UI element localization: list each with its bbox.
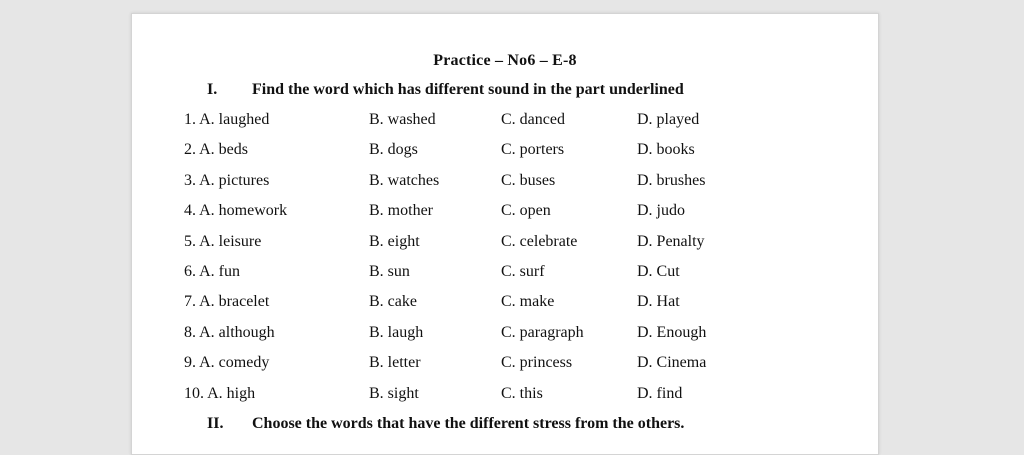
option-a: 3. A. pictures <box>184 171 270 189</box>
option-b: B. eight <box>369 232 420 250</box>
option-d: D. Enough <box>637 323 707 341</box>
option-d: D. played <box>637 111 700 128</box>
option-a: 9. A. comedy <box>184 354 270 372</box>
option-a: 1. A. laughed <box>184 111 270 128</box>
option-c: C. danced <box>501 111 565 128</box>
option-c: C. make <box>501 293 555 311</box>
document-title: Practice – No6 – E-8 <box>433 52 577 69</box>
option-b: B. washed <box>369 111 436 128</box>
option-d: D. Hat <box>637 293 680 311</box>
option-c: C. this <box>501 384 543 402</box>
option-a: 5. A. leisure <box>184 232 262 250</box>
option-d: D. find <box>637 384 683 402</box>
option-b: B. mother <box>369 202 433 220</box>
option-d: D. books <box>637 141 695 159</box>
question-row <box>132 172 878 192</box>
question-row <box>132 111 878 131</box>
section-1-number: I. <box>207 81 218 98</box>
section-1-heading <box>207 81 684 99</box>
document-page <box>131 13 879 455</box>
option-d: D. brushes <box>637 171 706 189</box>
option-b: B. laugh <box>369 323 424 341</box>
option-a: 10. A. high <box>184 384 256 402</box>
option-a: 4. A. homework <box>184 202 288 220</box>
option-c: C. buses <box>501 171 556 189</box>
option-c: C. celebrate <box>501 232 578 250</box>
option-c: C. surf <box>501 263 545 280</box>
question-row <box>132 354 878 374</box>
option-c: C. paragraph <box>501 323 584 341</box>
question-row <box>132 324 878 344</box>
option-a: 6. A. fun <box>184 263 240 280</box>
question-row <box>132 202 878 222</box>
question-row <box>132 385 878 405</box>
option-a: 7. A. bracelet <box>184 293 270 311</box>
section-2-text: Choose the words that have the different stress from the others. <box>252 415 685 432</box>
question-row <box>132 141 878 161</box>
option-b: B. letter <box>369 354 421 372</box>
option-d: D. Penalty <box>637 232 705 250</box>
option-d: D. judo <box>637 202 685 220</box>
option-c: C. princess <box>501 354 573 372</box>
option-a: 2. A. beds <box>184 141 248 159</box>
option-b: B. watches <box>369 171 440 189</box>
section-1-text: Find the word which has different sound in the part underlined <box>252 81 684 98</box>
option-b: B. sight <box>369 384 419 402</box>
section-2-heading <box>207 415 684 433</box>
option-b: B. sun <box>369 263 410 280</box>
option-c: C. open <box>501 202 551 220</box>
option-a: 8. A. although <box>184 323 275 341</box>
option-b: B. dogs <box>369 141 418 159</box>
section-2-number: II. <box>207 415 224 432</box>
option-c: C. porters <box>501 141 565 159</box>
question-row <box>132 233 878 253</box>
question-row <box>132 263 878 283</box>
option-d: D. Cut <box>637 263 680 280</box>
option-d: D. Cinema <box>637 354 707 372</box>
option-b: B. cake <box>369 293 417 311</box>
question-row <box>132 293 878 313</box>
